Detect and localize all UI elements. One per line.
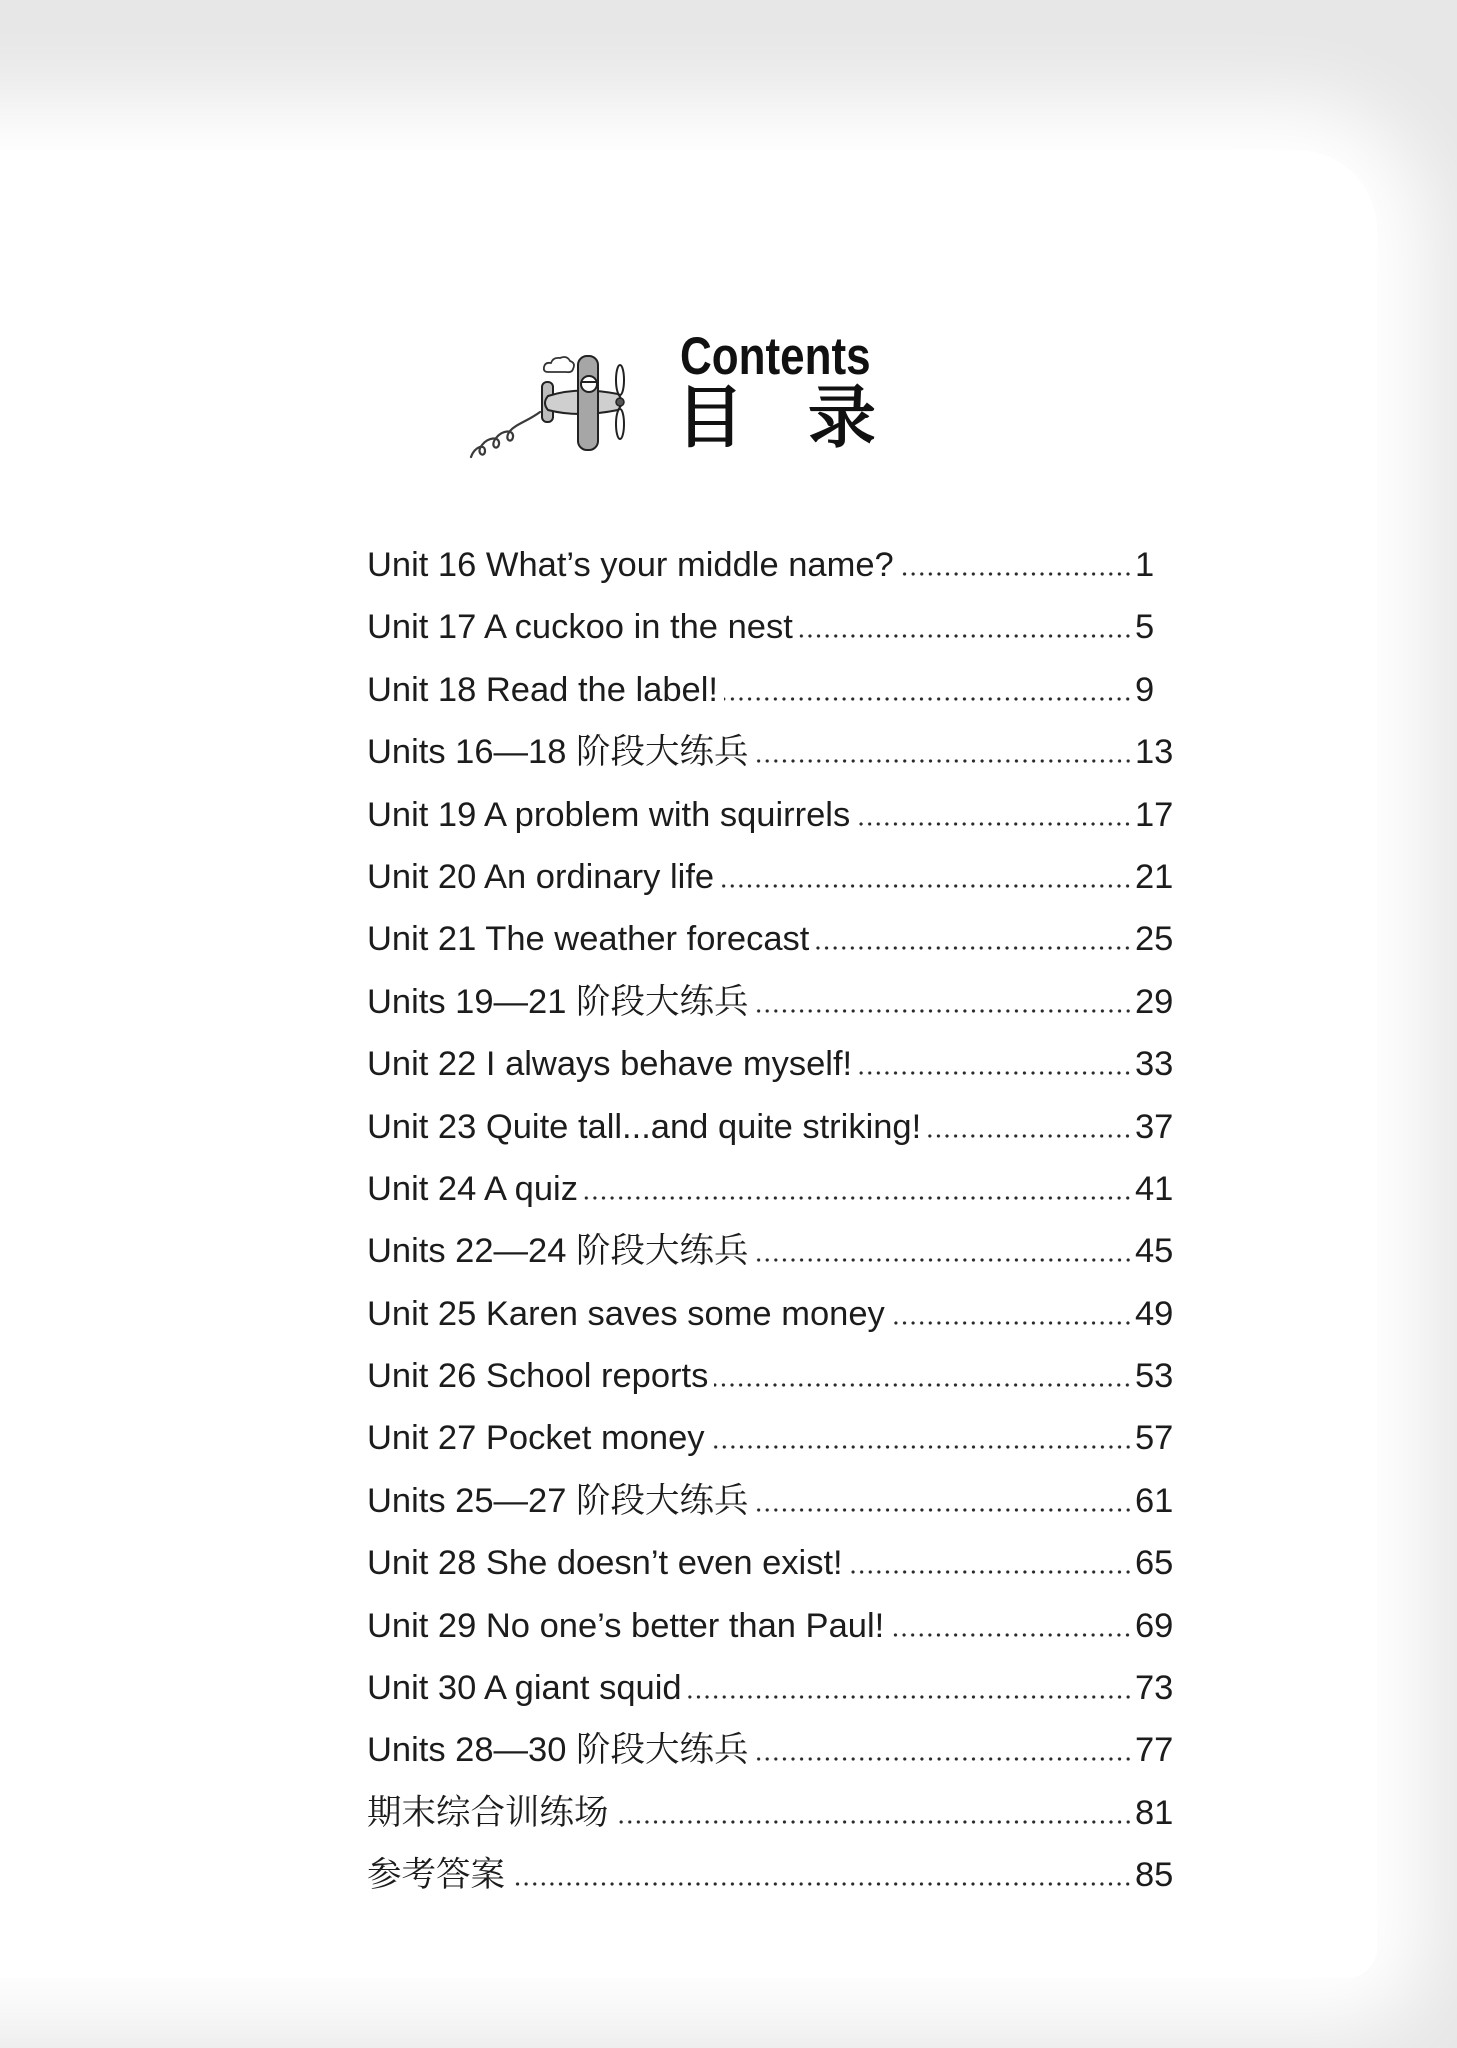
toc-entry — [367, 1096, 1175, 1158]
contents-heading-en: Contents — [680, 327, 871, 386]
toc-entry-title: Unit 27 Pocket money — [367, 1419, 705, 1458]
toc-entry-page-number: 25 — [1135, 920, 1174, 959]
toc-entry — [367, 721, 1175, 783]
dot-leader — [720, 884, 1132, 888]
dot-leader — [891, 1321, 1132, 1325]
dot-leader — [711, 1445, 1132, 1449]
toc-entry-title: Unit 25 Karen saves some money — [367, 1294, 885, 1333]
toc-entry — [367, 1345, 1175, 1407]
toc-entry-title: 参考答案 — [367, 1856, 505, 1895]
toc-entry-page-number: 49 — [1135, 1294, 1174, 1333]
dot-leader — [849, 1570, 1132, 1574]
toc-entry — [367, 908, 1175, 970]
dot-leader — [755, 1258, 1132, 1262]
toc-entry-title: Unit 18 Read the label! — [367, 670, 718, 709]
cloud-icon — [544, 357, 574, 372]
toc-entry — [367, 846, 1175, 908]
propeller — [616, 365, 624, 439]
toc-entry-title: Units 16—18 阶段大练兵 — [367, 733, 749, 772]
toc-entry — [367, 659, 1175, 721]
dot-leader — [724, 697, 1132, 701]
toc-entry-title: Unit 23 Quite tall...and quite striking! — [367, 1107, 922, 1146]
contents-heading-cn: 目 录 — [676, 380, 876, 456]
plane-wing — [578, 356, 598, 450]
toc-entry-page-number: 45 — [1135, 1232, 1174, 1271]
dot-leader — [755, 1508, 1132, 1512]
toc-entry-page-number: 65 — [1135, 1544, 1174, 1583]
toc-entry — [367, 1782, 1175, 1844]
dot-leader — [688, 1695, 1132, 1699]
toc-entry — [367, 1844, 1175, 1906]
toc-entry-page-number: 1 — [1135, 546, 1155, 584]
toc-entry-page-number: 21 — [1135, 857, 1174, 896]
toc-entry-title: Unit 21 The weather forecast — [367, 920, 810, 959]
toc-entry — [367, 1470, 1175, 1532]
dot-leader — [755, 759, 1132, 763]
dot-leader — [900, 572, 1132, 576]
toc-entry-page-number: 41 — [1135, 1169, 1174, 1208]
toc-entry-title: Units 28—30 阶段大练兵 — [367, 1731, 749, 1770]
toc-entry-title: Units 25—27 阶段大练兵 — [367, 1481, 749, 1520]
airplane-icon — [468, 350, 628, 462]
dot-leader — [858, 1071, 1132, 1075]
toc-entry-page-number: 57 — [1135, 1419, 1174, 1458]
toc-entry — [367, 1532, 1175, 1594]
toc-entry-page-number: 13 — [1135, 733, 1174, 772]
toc-entry-title: 期末综合训练场 — [367, 1793, 609, 1832]
toc-entry-page-number: 85 — [1135, 1856, 1174, 1895]
toc-entry-page-number: 77 — [1135, 1731, 1174, 1770]
toc-entry-title: Unit 30 A giant squid — [367, 1669, 682, 1708]
dot-leader — [755, 1757, 1132, 1761]
toc-entry — [367, 1220, 1175, 1282]
dot-leader — [927, 1134, 1132, 1138]
dot-leader — [755, 1009, 1132, 1013]
toc-entry-title: Unit 26 School reports — [367, 1357, 709, 1396]
toc-entry-page-number: 9 — [1135, 670, 1155, 709]
toc-entry-page-number: 17 — [1135, 795, 1174, 834]
toc-entry-page-number: 61 — [1135, 1481, 1174, 1520]
toc-entry-title: Unit 28 She doesn’t even exist! — [367, 1544, 843, 1583]
toc-entry-title: Unit 17 A cuckoo in the nest — [367, 608, 793, 647]
toc-entry — [367, 596, 1175, 658]
toc-entry — [367, 534, 1175, 596]
toc-entry-title: Unit 29 No one’s better than Paul! — [367, 1606, 885, 1645]
toc-entry — [367, 1719, 1175, 1781]
toc-entry-page-number: 81 — [1135, 1793, 1174, 1832]
toc-entry-title: Unit 22 I always behave myself! — [367, 1045, 853, 1084]
dot-leader — [890, 1633, 1132, 1637]
toc-entry-title: Unit 20 An ordinary life — [367, 857, 715, 896]
table-of-contents — [367, 534, 1175, 1907]
dot-leader — [584, 1196, 1132, 1200]
toc-entry-page-number: 37 — [1135, 1107, 1174, 1146]
toc-entry-page-number: 29 — [1135, 982, 1174, 1021]
toc-entry-title: Units 19—21 阶段大练兵 — [367, 982, 749, 1021]
toc-entry — [367, 1407, 1175, 1469]
dot-leader — [714, 1383, 1132, 1387]
dot-leader — [799, 634, 1132, 638]
toc-entry-title: Unit 24 A quiz — [367, 1169, 578, 1208]
dot-leader — [511, 1882, 1132, 1886]
loop-trail — [471, 412, 540, 457]
toc-entry — [367, 1657, 1175, 1719]
toc-entry-page-number: 5 — [1135, 608, 1155, 647]
toc-entry-title: Units 22—24 阶段大练兵 — [367, 1232, 749, 1271]
dot-leader — [815, 946, 1132, 950]
pilot-head — [581, 376, 597, 392]
toc-entry — [367, 1283, 1175, 1345]
toc-entry-page-number: 69 — [1135, 1606, 1174, 1645]
dot-leader — [856, 822, 1132, 826]
toc-entry-page-number: 73 — [1135, 1669, 1174, 1708]
toc-entry — [367, 971, 1175, 1033]
toc-entry-title: Unit 19 A problem with squirrels — [367, 795, 851, 834]
toc-entry-page-number: 33 — [1135, 1045, 1174, 1084]
toc-entry-title: Unit 16 What’s your middle name? — [367, 546, 894, 584]
dot-leader — [615, 1820, 1133, 1824]
toc-entry — [367, 1595, 1175, 1657]
toc-entry-page-number: 53 — [1135, 1357, 1174, 1396]
toc-entry — [367, 784, 1175, 846]
toc-entry — [367, 1033, 1175, 1095]
toc-entry — [367, 1158, 1175, 1220]
